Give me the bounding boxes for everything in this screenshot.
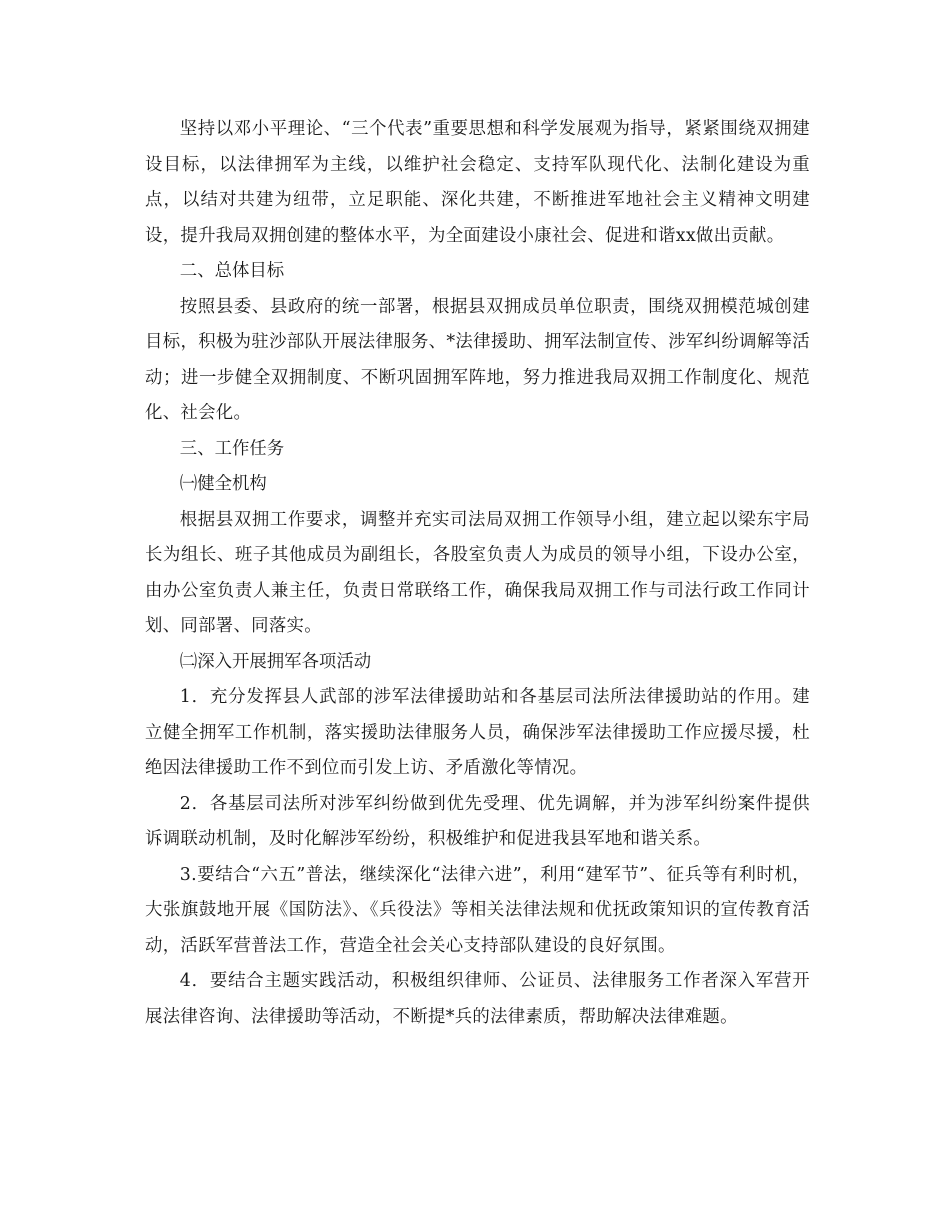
paragraph-item-1: 1．充分发挥县人武部的涉军法律援助站和各基层司法所法律援助站的作用。建立健全拥军工作机制，落实援助法律服务人员，确保涉军法律援助工作应援尽援，杜绝因法律援助工作不到位而引发上访、矛盾激化等情况。 [145,687,810,778]
heading-overall-goal: 二、总体目标 [179,261,285,281]
paragraph-item-4: 4．要结合主题实践活动，积极组织律师、公证员、法律服务工作者深入军营开展法律咨询、法律援助等活动，不断提*兵的法律素质，帮助解决法律难题。 [145,971,810,1027]
paragraph-item-3: 3.要结合“六五”普法，继续深化“法律六进”，利用“建军节”、征兵等有利时机，大张旗鼓地开展《国防法》、《兵役法》等相关法律法规和优抚政策知识的宣传教育活动，活跃军营普法工作，营造全社会关心支持部队建设的良好氛围。 [145,864,810,956]
paragraph-guiding-principle: 坚持以邓小平理论、“三个代表”重要思想和科学发展观为指导，紧紧围绕双拥建设目标，以法律拥军为主线，以维护社会稳定、支持军队现代化、法制化建设为重点，以结对共建为纽带，立足职能、深化共建，不断推进军地社会主义精神文明建设，提升我局双拥创建的整体水平，为全面建设小康社会、促进和谐xx做出贡献。 [145,119,810,246]
paragraph-organization: 根据县双拥工作要求，调整并充实司法局双拥工作领导小组，建立起以梁东宇局长为组长、班子其他成员为副组长，各股室负责人为成员的领导小组，下设办公室，由办公室负责人兼主任，负责日常联络工作，确保我局双拥工作与司法行政工作同计划、同部署、同落实。 [145,509,810,636]
heading-organization: ㈠健全机构 [179,474,267,494]
paragraph-item-2: 2．各基层司法所对涉军纠纷做到优先受理、优先调解，并为涉军纠纷案件提供诉调联动机制，及时化解涉军纷纷，积极维护和促进我县军地和谐关系。 [145,793,810,849]
heading-activities: ㈡深入开展拥军各项活动 [179,651,372,672]
paragraph-overall-goal: 按照县委、县政府的统一部署，根据县双拥成员单位职责，围绕双拥模范城创建目标，积极为驻沙部队开展法律服务、*法律援助、拥军法制宣传、涉军纠纷调解等活动；进一步健全双拥制度、不断巩固拥军阵地，努力推进我局双拥工作制度化、规范化、社会化。 [145,296,810,423]
heading-work-tasks: 三、工作任务 [179,438,285,459]
